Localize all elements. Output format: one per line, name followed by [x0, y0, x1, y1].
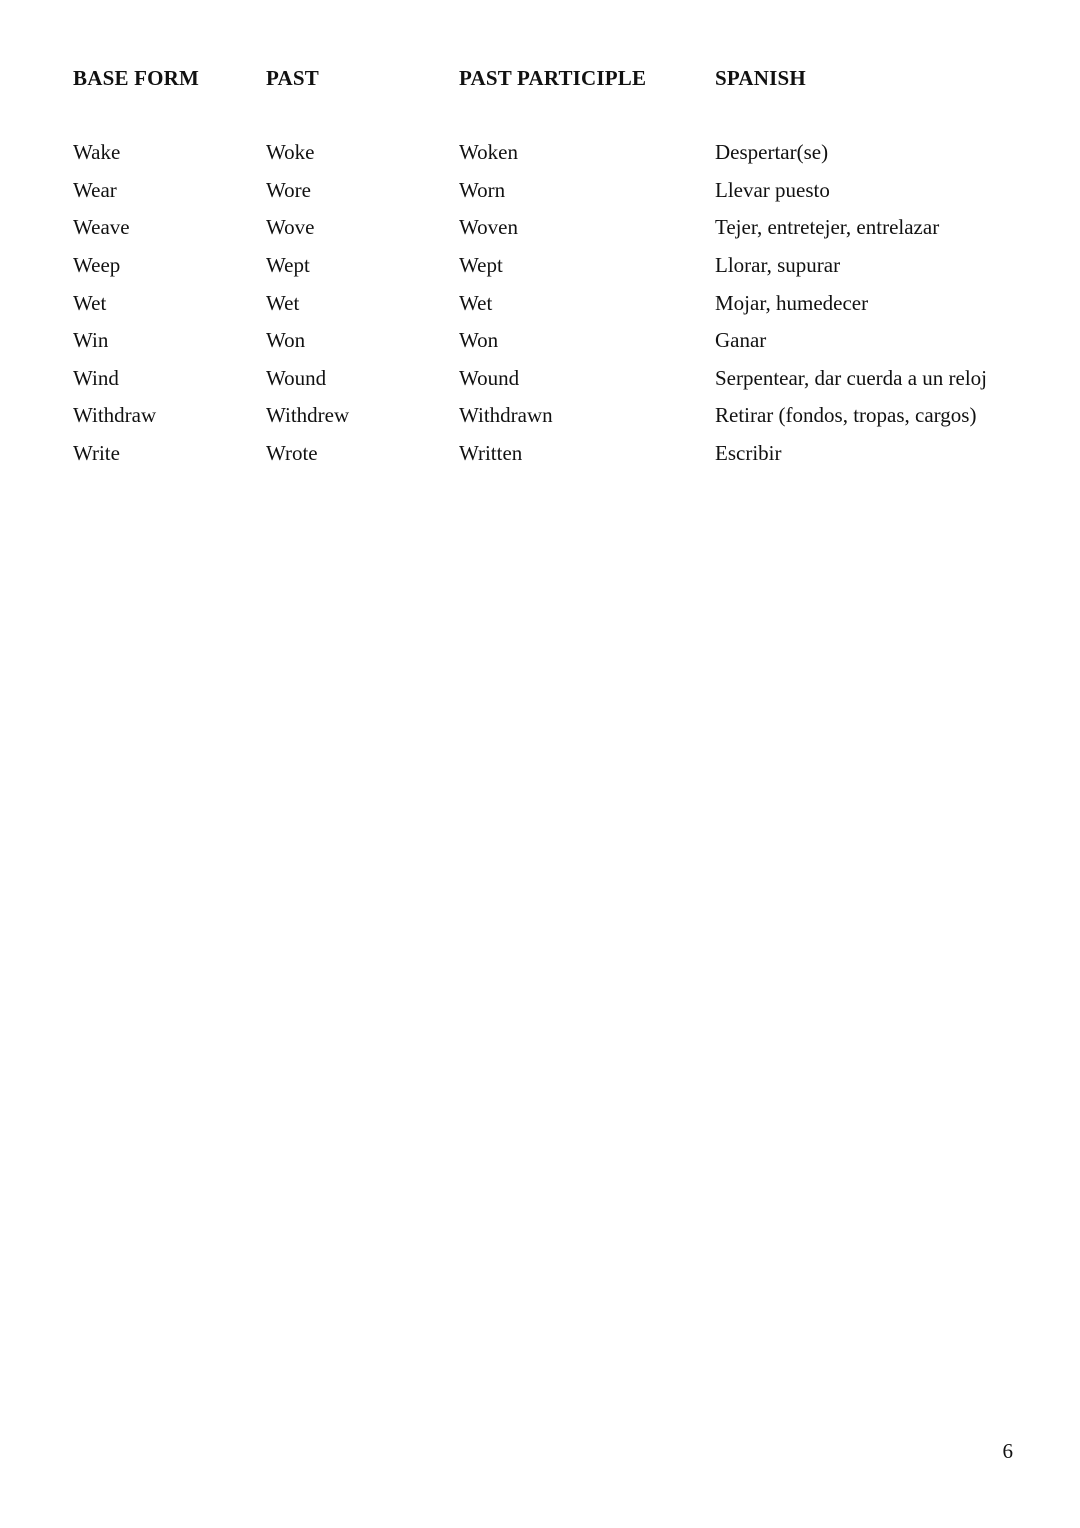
cell-base-form: Wind [73, 365, 119, 390]
table-row [73, 209, 1015, 247]
cell-past-participle: Woven [459, 215, 518, 240]
cell-spanish: Llorar, supurar [715, 253, 841, 278]
cell-base-form: Wear [73, 177, 117, 202]
cell-past: Wove [266, 215, 315, 240]
cell-past: Woke [266, 140, 315, 165]
table-row [73, 397, 1015, 435]
cell-base-form: Withdraw [73, 403, 157, 428]
cell-spanish: Despertar(se) [715, 140, 829, 165]
cell-past-participle: Wet [459, 290, 493, 315]
header-spanish: SPANISH [715, 65, 806, 90]
table-row [73, 322, 1015, 360]
table-row [73, 172, 1015, 210]
cell-past-participle: Withdrawn [459, 403, 553, 428]
cell-past: Wrote [266, 441, 318, 466]
header-past-participle: PAST PARTICIPLE [459, 65, 647, 90]
cell-past-participle: Written [459, 441, 523, 466]
table-row [73, 435, 1015, 473]
cell-past-participle: Woken [459, 140, 518, 165]
cell-past: Won [266, 328, 306, 353]
cell-past: Withdrew [266, 403, 350, 428]
cell-past: Wept [266, 253, 310, 278]
cell-spanish: Ganar [715, 328, 767, 353]
cell-past: Wound [266, 365, 327, 390]
cell-base-form: Weep [73, 253, 121, 278]
cell-past-participle: Won [459, 328, 499, 353]
cell-past-participle: Wound [459, 365, 520, 390]
cell-spanish: Llevar puesto [715, 177, 830, 202]
cell-base-form: Wet [73, 290, 107, 315]
page-number: 6 [1002, 1439, 1013, 1463]
cell-spanish: Mojar, humedecer [715, 290, 869, 315]
cell-past: Wet [266, 290, 300, 315]
cell-past-participle: Wept [459, 253, 503, 278]
cell-base-form: Write [73, 441, 120, 466]
table-row [73, 247, 1015, 285]
irregular-verbs-table [73, 60, 1015, 472]
cell-spanish: Serpentear, dar cuerda a un reloj [715, 365, 988, 390]
cell-base-form: Win [73, 328, 109, 353]
cell-spanish: Retirar (fondos, tropas, cargos) [715, 403, 977, 428]
cell-spanish: Escribir [715, 441, 782, 466]
table-header-row [73, 60, 1015, 96]
cell-spanish: Tejer, entretejer, entrelazar [715, 215, 940, 240]
cell-base-form: Wake [73, 140, 121, 165]
table-row [73, 360, 1015, 398]
header-spacer [73, 96, 1015, 134]
cell-past-participle: Worn [459, 177, 506, 202]
cell-base-form: Weave [73, 215, 130, 240]
table-row [73, 134, 1015, 172]
header-base-form: BASE FORM [73, 65, 200, 90]
table-row [73, 284, 1015, 322]
cell-past: Wore [266, 177, 311, 202]
header-past: PAST [266, 65, 319, 90]
